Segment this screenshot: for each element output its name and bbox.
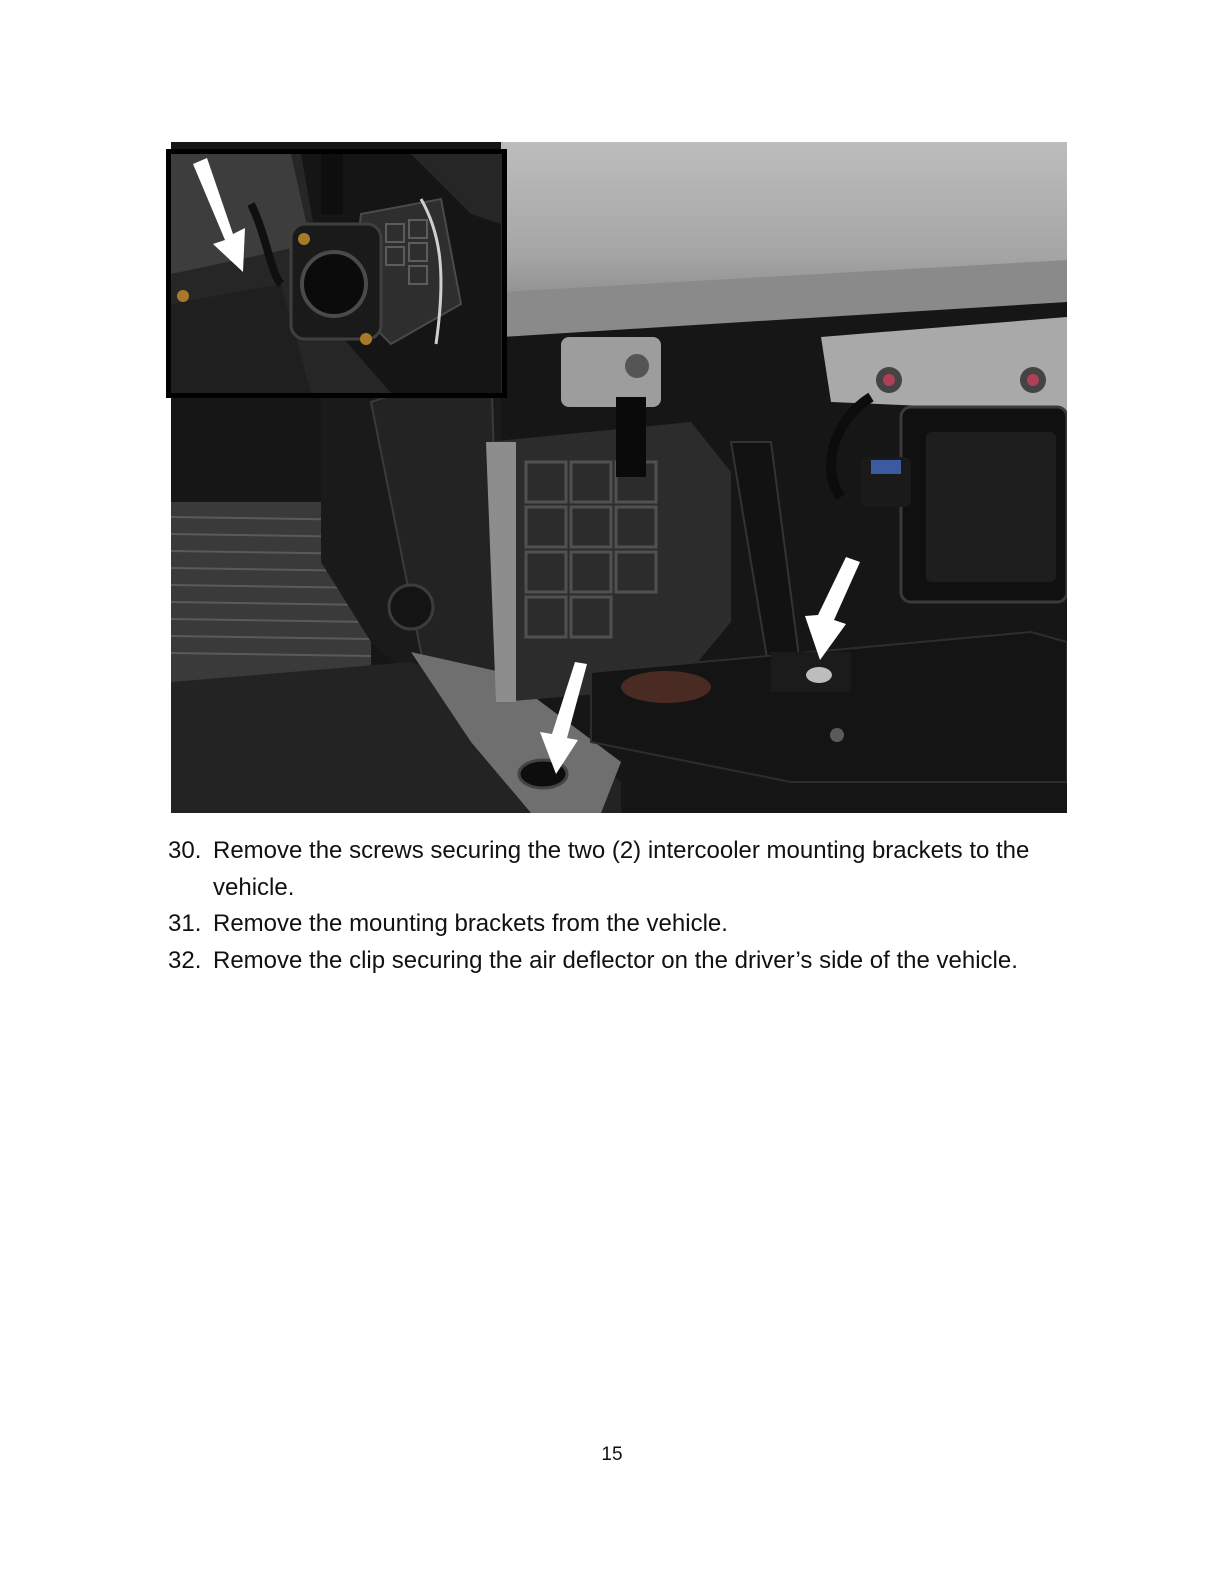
step-text: Remove the clip securing the air deflector on the driver’s side of the vehicle. xyxy=(213,946,1018,974)
step-number: 32. xyxy=(168,946,202,974)
inset-photo xyxy=(166,149,507,398)
step-text: Remove the mounting brackets from the vehicle. xyxy=(213,910,728,937)
instruction-step xyxy=(168,906,1068,943)
instruction-step xyxy=(168,833,1068,906)
step-text: Remove the screws securing the two (2) intercooler mounting brackets to the vehicle. xyxy=(213,837,1030,901)
instruction-list xyxy=(168,833,1068,979)
inset-detail-illustration xyxy=(171,154,502,393)
page-number: 15 xyxy=(601,1444,623,1465)
instruction-step xyxy=(168,943,1068,980)
step-number: 31. xyxy=(168,910,202,937)
step-number: 30. xyxy=(168,837,202,864)
